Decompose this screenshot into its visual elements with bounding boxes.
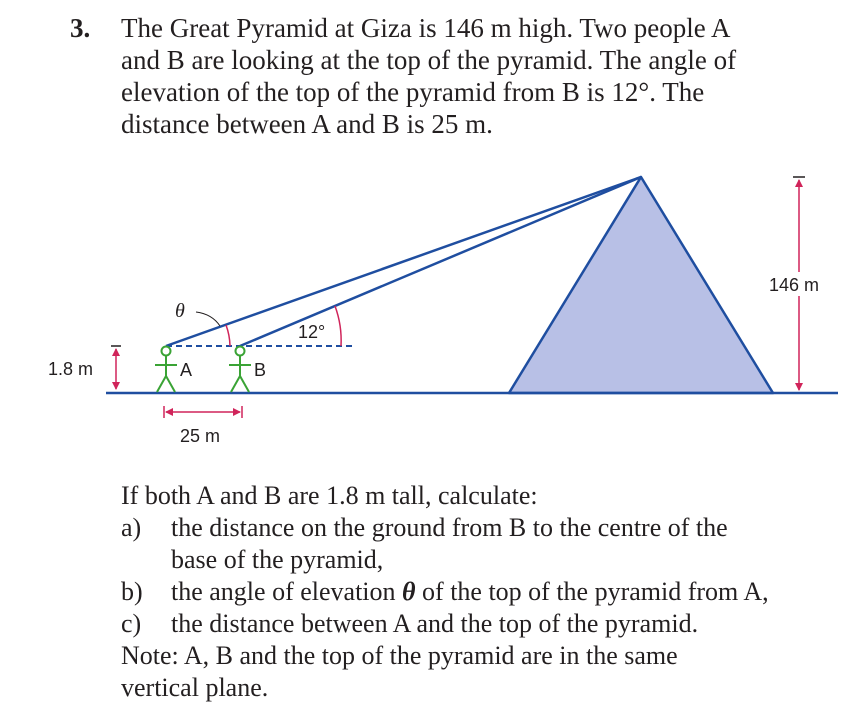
task-line <box>171 576 841 608</box>
question-text <box>121 12 831 140</box>
question-line: The Great Pyramid at Giza is 146 m high. Two people A <box>121 13 731 43</box>
ab-distance-label: 25 m <box>180 426 221 446</box>
task-label: c) <box>121 609 142 638</box>
theta-arc <box>226 325 230 346</box>
task-text: the angle of elevation <box>171 577 403 606</box>
angle-12-arc <box>335 306 341 346</box>
theta-label: θ <box>175 300 185 322</box>
pyramid-diagram <box>0 160 851 460</box>
task-item-c <box>121 608 841 640</box>
note-line: Note: A, B and the top of the pyramid are in the same <box>121 641 678 670</box>
person-b-figure <box>229 347 251 393</box>
person-height-label: 1.8 m <box>48 359 94 379</box>
theta-leader <box>196 312 220 326</box>
task-line: base of the pyramid, <box>171 545 384 574</box>
task-block <box>121 480 841 704</box>
task-item-a <box>121 512 841 576</box>
task-line: the distance on the ground from B to the centre of the <box>171 513 728 542</box>
person-a-figure <box>155 347 177 393</box>
task-label: b) <box>121 577 143 606</box>
ab-distance-dimension <box>164 406 242 418</box>
angle-12-label: 12° <box>298 322 326 342</box>
question-number: 3. <box>70 13 91 43</box>
theta-symbol: θ <box>402 577 416 606</box>
task-text: of the top of the pyramid from A, <box>415 577 769 606</box>
person-height-dimension <box>111 346 121 389</box>
question-line: distance between A and B is 25 m. <box>121 109 493 139</box>
note-line: vertical plane. <box>121 673 269 702</box>
question-line: elevation of the top of the pyramid from B is 12°. The <box>121 77 705 107</box>
pyramid-height-label: 146 m <box>769 275 820 295</box>
task-item-b <box>121 576 841 608</box>
person-a-label: A <box>180 360 193 380</box>
task-line: the distance between A and the top of the pyramid. <box>171 609 699 638</box>
question-line: and B are looking at the top of the pyramid. The angle of <box>121 45 737 75</box>
person-b-label: B <box>254 360 267 380</box>
task-intro: If both A and B are 1.8 m tall, calculate: <box>121 481 538 510</box>
task-label: a) <box>121 513 142 542</box>
